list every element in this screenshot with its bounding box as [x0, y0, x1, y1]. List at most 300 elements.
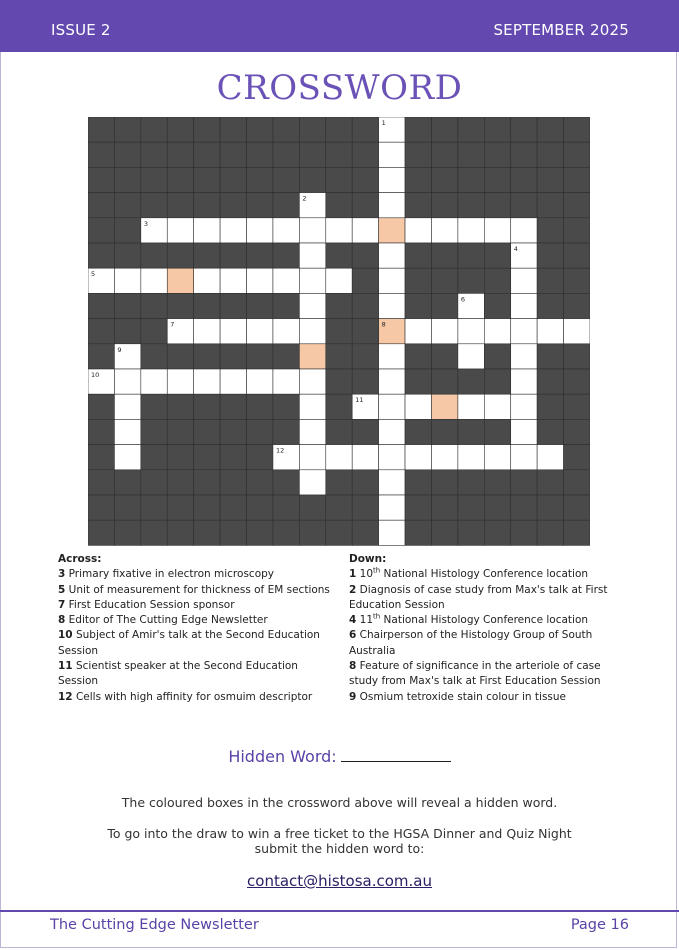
grid-block [352, 268, 378, 293]
grid-block [458, 419, 484, 444]
grid-block [537, 243, 563, 268]
grid-cell[interactable] [431, 218, 457, 243]
grid-block [405, 268, 431, 293]
grid-cell[interactable] [379, 193, 405, 218]
grid-cell[interactable] [537, 319, 563, 344]
cell-number: 6 [460, 295, 466, 304]
grid-cell[interactable] [299, 218, 325, 243]
grid-cell[interactable] [220, 319, 246, 344]
clue-text: Editor of The Cutting Edge Newsletter [68, 614, 268, 627]
grid-cell[interactable] [379, 419, 405, 444]
grid-block [88, 470, 114, 495]
grid-cell[interactable] [379, 344, 405, 369]
grid-block [537, 419, 563, 444]
grid-cell[interactable] [511, 344, 537, 369]
cell-number: 8 [381, 320, 386, 329]
grid-cell[interactable] [458, 218, 484, 243]
grid-cell[interactable] [431, 445, 457, 470]
grid-cell[interactable] [299, 419, 325, 444]
grid-cell[interactable] [273, 369, 299, 394]
grid-block [247, 419, 273, 444]
grid-block [88, 344, 114, 369]
grid-cell[interactable] [379, 243, 405, 268]
hidden-word-label: Hidden Word: [228, 747, 337, 766]
grid-cell[interactable] [511, 218, 537, 243]
grid-block [220, 167, 246, 192]
grid-block [88, 193, 114, 218]
grid-cell[interactable] [299, 470, 325, 495]
grid-block [405, 495, 431, 520]
grid-block [247, 243, 273, 268]
grid-block [273, 344, 299, 369]
grid-block [537, 470, 563, 495]
grid-block [114, 117, 140, 142]
grid-block [326, 167, 352, 192]
grid-block [326, 470, 352, 495]
clue-number: 4 [349, 614, 357, 627]
grid-block [88, 419, 114, 444]
grid-block [458, 193, 484, 218]
grid-block [352, 470, 378, 495]
grid-block [167, 419, 193, 444]
grid-cell[interactable] [114, 445, 140, 470]
clue-text: Subject of Amir's talk at the Second Education Session [58, 629, 320, 657]
grid-cell[interactable] [458, 344, 484, 369]
grid-block [326, 319, 352, 344]
grid-block [167, 470, 193, 495]
clue-number: 7 [58, 598, 66, 611]
grid-block [326, 394, 352, 419]
grid-block [88, 167, 114, 192]
grid-block [299, 142, 325, 167]
grid-block [141, 419, 167, 444]
grid-cell[interactable] [194, 268, 220, 293]
clue-number: 12 [58, 690, 73, 703]
grid-cell[interactable] [352, 218, 378, 243]
grid-cell[interactable] [299, 369, 325, 394]
grid-block [220, 293, 246, 318]
cell-number: 12 [275, 446, 285, 455]
grid-block [431, 495, 457, 520]
grid-block [167, 520, 193, 545]
grid-cell[interactable] [299, 243, 325, 268]
grid-block [194, 520, 220, 545]
grid-cell[interactable] [511, 445, 537, 470]
grid-block [564, 293, 590, 318]
grid-block [484, 495, 510, 520]
grid-cell[interactable] [352, 445, 378, 470]
grid-cell[interactable] [379, 369, 405, 394]
grid-block [194, 293, 220, 318]
grid-block [352, 193, 378, 218]
down-clue-list [349, 567, 629, 705]
grid-cell[interactable] [273, 218, 299, 243]
grid-block [405, 293, 431, 318]
grid-highlight-cell[interactable] [431, 394, 457, 419]
grid-cell[interactable] [194, 218, 220, 243]
grid-cell[interactable] [247, 319, 273, 344]
grid-cell[interactable] [379, 268, 405, 293]
clue-text: Feature of significance in the arteriole of case study from Max's talk at First Education Session [349, 660, 601, 688]
grid-block [141, 193, 167, 218]
grid-block [194, 193, 220, 218]
grid-cell[interactable] [405, 218, 431, 243]
grid-block [273, 293, 299, 318]
grid-block [167, 445, 193, 470]
grid-cell[interactable] [167, 218, 193, 243]
grid-cell[interactable] [326, 218, 352, 243]
grid-cell[interactable] [114, 419, 140, 444]
grid-block [352, 117, 378, 142]
grid-block [405, 520, 431, 545]
grid-block [167, 117, 193, 142]
grid-block [352, 293, 378, 318]
clue-number: 5 [58, 583, 66, 596]
grid-block [405, 344, 431, 369]
grid-block [352, 495, 378, 520]
grid-block [352, 369, 378, 394]
grid-block [511, 470, 537, 495]
grid-block [431, 470, 457, 495]
grid-block [273, 520, 299, 545]
grid-block [326, 344, 352, 369]
grid-block [431, 193, 457, 218]
down-clue-2 [349, 583, 629, 614]
grid-block [484, 268, 510, 293]
grid-cell[interactable] [247, 268, 273, 293]
grid-block [247, 117, 273, 142]
crossword-svg [88, 117, 590, 547]
grid-block [141, 344, 167, 369]
grid-block [141, 142, 167, 167]
grid-cell[interactable] [405, 394, 431, 419]
across-clue-5 [58, 583, 340, 598]
grid-block [273, 117, 299, 142]
down-clue-4 [349, 613, 629, 628]
grid-block [88, 142, 114, 167]
grid-block [458, 268, 484, 293]
grid-cell[interactable] [484, 394, 510, 419]
clue-number: 2 [349, 583, 357, 596]
grid-block [564, 268, 590, 293]
grid-block [141, 319, 167, 344]
grid-highlight-cell[interactable] [167, 268, 193, 293]
instructions-note: The coloured boxes in the crossword above will reveal a hidden word. [121, 795, 558, 810]
grid-cell[interactable] [220, 369, 246, 394]
clue-ordinal-suffix: th [373, 612, 381, 621]
grid-block [247, 344, 273, 369]
grid-block [88, 495, 114, 520]
grid-block [273, 142, 299, 167]
down-clue-6 [349, 628, 629, 659]
grid-block [247, 495, 273, 520]
grid-cell[interactable] [511, 369, 537, 394]
grid-block [273, 394, 299, 419]
grid-cell[interactable] [114, 394, 140, 419]
grid-block [220, 445, 246, 470]
grid-cell[interactable] [194, 369, 220, 394]
grid-cell[interactable] [511, 419, 537, 444]
across-clue-11 [58, 659, 340, 690]
grid-block [220, 193, 246, 218]
grid-block [564, 445, 590, 470]
grid-cell[interactable] [220, 218, 246, 243]
grid-block [114, 167, 140, 192]
grid-block [431, 419, 457, 444]
down-clues [349, 552, 629, 705]
grid-block [458, 117, 484, 142]
grid-block [564, 495, 590, 520]
cell-number: 3 [143, 219, 148, 228]
cell-number: 5 [91, 270, 96, 279]
grid-cell[interactable] [194, 319, 220, 344]
grid-cell[interactable] [299, 445, 325, 470]
clue-number: 9 [349, 690, 357, 703]
grid-block [167, 142, 193, 167]
grid-block [326, 520, 352, 545]
grid-block [194, 167, 220, 192]
grid-block [326, 142, 352, 167]
grid-block [88, 293, 114, 318]
grid-cell[interactable] [458, 394, 484, 419]
grid-cell[interactable] [484, 445, 510, 470]
clue-text: National Histology Conference location [380, 614, 589, 627]
grid-cell[interactable] [273, 319, 299, 344]
grid-block [537, 268, 563, 293]
grid-block [167, 167, 193, 192]
grid-cell[interactable] [273, 268, 299, 293]
grid-block [194, 445, 220, 470]
across-clue-10 [58, 628, 340, 659]
clue-number: 11 [58, 660, 73, 673]
grid-block [88, 218, 114, 243]
grid-block [247, 394, 273, 419]
grid-block [484, 243, 510, 268]
grid-block [484, 520, 510, 545]
grid-block [326, 243, 352, 268]
clue-text: Diagnosis of case study from Max's talk at First Education Session [349, 583, 608, 611]
cell-number: 10 [91, 371, 100, 379]
grid-block [484, 369, 510, 394]
grid-block [564, 142, 590, 167]
grid-block [167, 193, 193, 218]
down-clue-9 [349, 690, 629, 705]
grid-cell[interactable] [326, 445, 352, 470]
grid-cell[interactable] [379, 520, 405, 545]
grid-cell[interactable] [247, 218, 273, 243]
grid-block [537, 142, 563, 167]
grid-block [537, 369, 563, 394]
grid-cell[interactable] [379, 495, 405, 520]
grid-block [326, 419, 352, 444]
grid-block [458, 470, 484, 495]
clue-text: Cells with high affinity for osmuim descriptor [75, 690, 313, 703]
grid-cell[interactable] [326, 268, 352, 293]
grid-block [511, 520, 537, 545]
grid-block [484, 167, 510, 192]
grid-cell[interactable] [114, 268, 140, 293]
down-heading: Down: [349, 553, 387, 565]
grid-block [141, 470, 167, 495]
grid-cell[interactable] [141, 369, 167, 394]
grid-block [458, 369, 484, 394]
cell-number: 9 [117, 345, 122, 354]
grid-block [511, 117, 537, 142]
grid-block [431, 243, 457, 268]
grid-cell[interactable] [379, 470, 405, 495]
grid-block [405, 167, 431, 192]
grid-block [537, 117, 563, 142]
grid-cell[interactable] [511, 293, 537, 318]
across-clue-7 [58, 598, 340, 613]
clue-text: National Histology Conference location [380, 568, 589, 581]
grid-block [458, 167, 484, 192]
grid-block [484, 344, 510, 369]
grid-cell[interactable] [431, 319, 457, 344]
grid-block [431, 369, 457, 394]
grid-block [220, 394, 246, 419]
grid-block [114, 293, 140, 318]
down-clue-8 [349, 659, 629, 690]
grid-block [194, 142, 220, 167]
grid-block [88, 319, 114, 344]
grid-block [114, 520, 140, 545]
grid-block [326, 193, 352, 218]
grid-cell[interactable] [458, 319, 484, 344]
grid-block [194, 117, 220, 142]
across-clue-12 [58, 690, 340, 705]
grid-block [352, 419, 378, 444]
grid-block [114, 470, 140, 495]
grid-block [194, 394, 220, 419]
grid-cell[interactable] [141, 268, 167, 293]
grid-cell[interactable] [405, 445, 431, 470]
clue-ordinal-suffix: th [373, 566, 381, 575]
grid-cell[interactable] [114, 369, 140, 394]
clue-number: 3 [58, 568, 66, 581]
across-clue-3 [58, 567, 340, 582]
grid-cell[interactable] [299, 394, 325, 419]
grid-block [141, 394, 167, 419]
clue-text: First Education Session sponsor [68, 598, 235, 611]
grid-block [564, 520, 590, 545]
grid-cell[interactable] [379, 293, 405, 318]
grid-block [273, 495, 299, 520]
contact-email [0, 872, 679, 890]
grid-cell[interactable] [458, 445, 484, 470]
footer-rule [0, 910, 679, 912]
grid-block [537, 344, 563, 369]
grid-cell[interactable] [247, 369, 273, 394]
grid-block [88, 243, 114, 268]
grid-block [247, 167, 273, 192]
grid-cell[interactable] [484, 319, 510, 344]
grid-block [484, 117, 510, 142]
grid-cell[interactable] [379, 167, 405, 192]
grid-cell[interactable] [220, 268, 246, 293]
grid-block [194, 419, 220, 444]
grid-cell[interactable] [299, 268, 325, 293]
grid-block [564, 470, 590, 495]
page-header [0, 0, 679, 52]
grid-block [114, 495, 140, 520]
page-title: CROSSWORD [216, 68, 463, 108]
grid-block [405, 142, 431, 167]
grid-cell[interactable] [379, 394, 405, 419]
grid-highlight-cell[interactable] [299, 344, 325, 369]
grid-cell[interactable] [484, 218, 510, 243]
grid-block [352, 319, 378, 344]
grid-block [564, 394, 590, 419]
grid-cell[interactable] [511, 319, 537, 344]
grid-block [114, 218, 140, 243]
grid-block [114, 142, 140, 167]
grid-block [458, 520, 484, 545]
grid-block [247, 520, 273, 545]
grid-block [484, 142, 510, 167]
grid-cell[interactable] [405, 319, 431, 344]
grid-cell[interactable] [511, 394, 537, 419]
cell-number: 4 [513, 245, 518, 253]
grid-block [273, 243, 299, 268]
grid-block [511, 193, 537, 218]
grid-block [220, 142, 246, 167]
grid-block [114, 193, 140, 218]
grid-block [220, 495, 246, 520]
grid-block [405, 419, 431, 444]
grid-block [247, 445, 273, 470]
grid-block [141, 445, 167, 470]
clue-ordinal: 11 [359, 614, 374, 627]
grid-cell[interactable] [299, 319, 325, 344]
grid-block [194, 470, 220, 495]
competition-note-line-1: To go into the draw to win a free ticket to the HGSA Dinner and Quiz Night [107, 826, 572, 841]
grid-block [352, 344, 378, 369]
grid-block [299, 520, 325, 545]
grid-cell[interactable] [299, 293, 325, 318]
contact-email-link[interactable]: contact@histosa.com.au [247, 872, 432, 890]
grid-block [537, 193, 563, 218]
grid-block [511, 167, 537, 192]
grid-block [564, 117, 590, 142]
grid-block [564, 243, 590, 268]
grid-cell[interactable] [537, 445, 563, 470]
grid-block [220, 470, 246, 495]
grid-block [326, 293, 352, 318]
grid-block [431, 117, 457, 142]
grid-block [511, 495, 537, 520]
grid-cell[interactable] [379, 445, 405, 470]
grid-block [194, 344, 220, 369]
grid-block [537, 495, 563, 520]
grid-block [352, 243, 378, 268]
grid-cell[interactable] [511, 268, 537, 293]
grid-cell[interactable] [167, 369, 193, 394]
clue-text: Chairperson of the Histology Group of South Australia [349, 629, 593, 657]
grid-cell[interactable] [379, 142, 405, 167]
hidden-word-blank [341, 747, 451, 762]
grid-block [167, 243, 193, 268]
grid-block [141, 495, 167, 520]
grid-block [537, 520, 563, 545]
across-clue-8 [58, 613, 340, 628]
grid-highlight-cell[interactable] [379, 218, 405, 243]
grid-block [484, 419, 510, 444]
grid-block [564, 419, 590, 444]
grid-cell[interactable] [564, 319, 590, 344]
grid-block [405, 369, 431, 394]
issue-label: ISSUE 2 [51, 21, 111, 39]
